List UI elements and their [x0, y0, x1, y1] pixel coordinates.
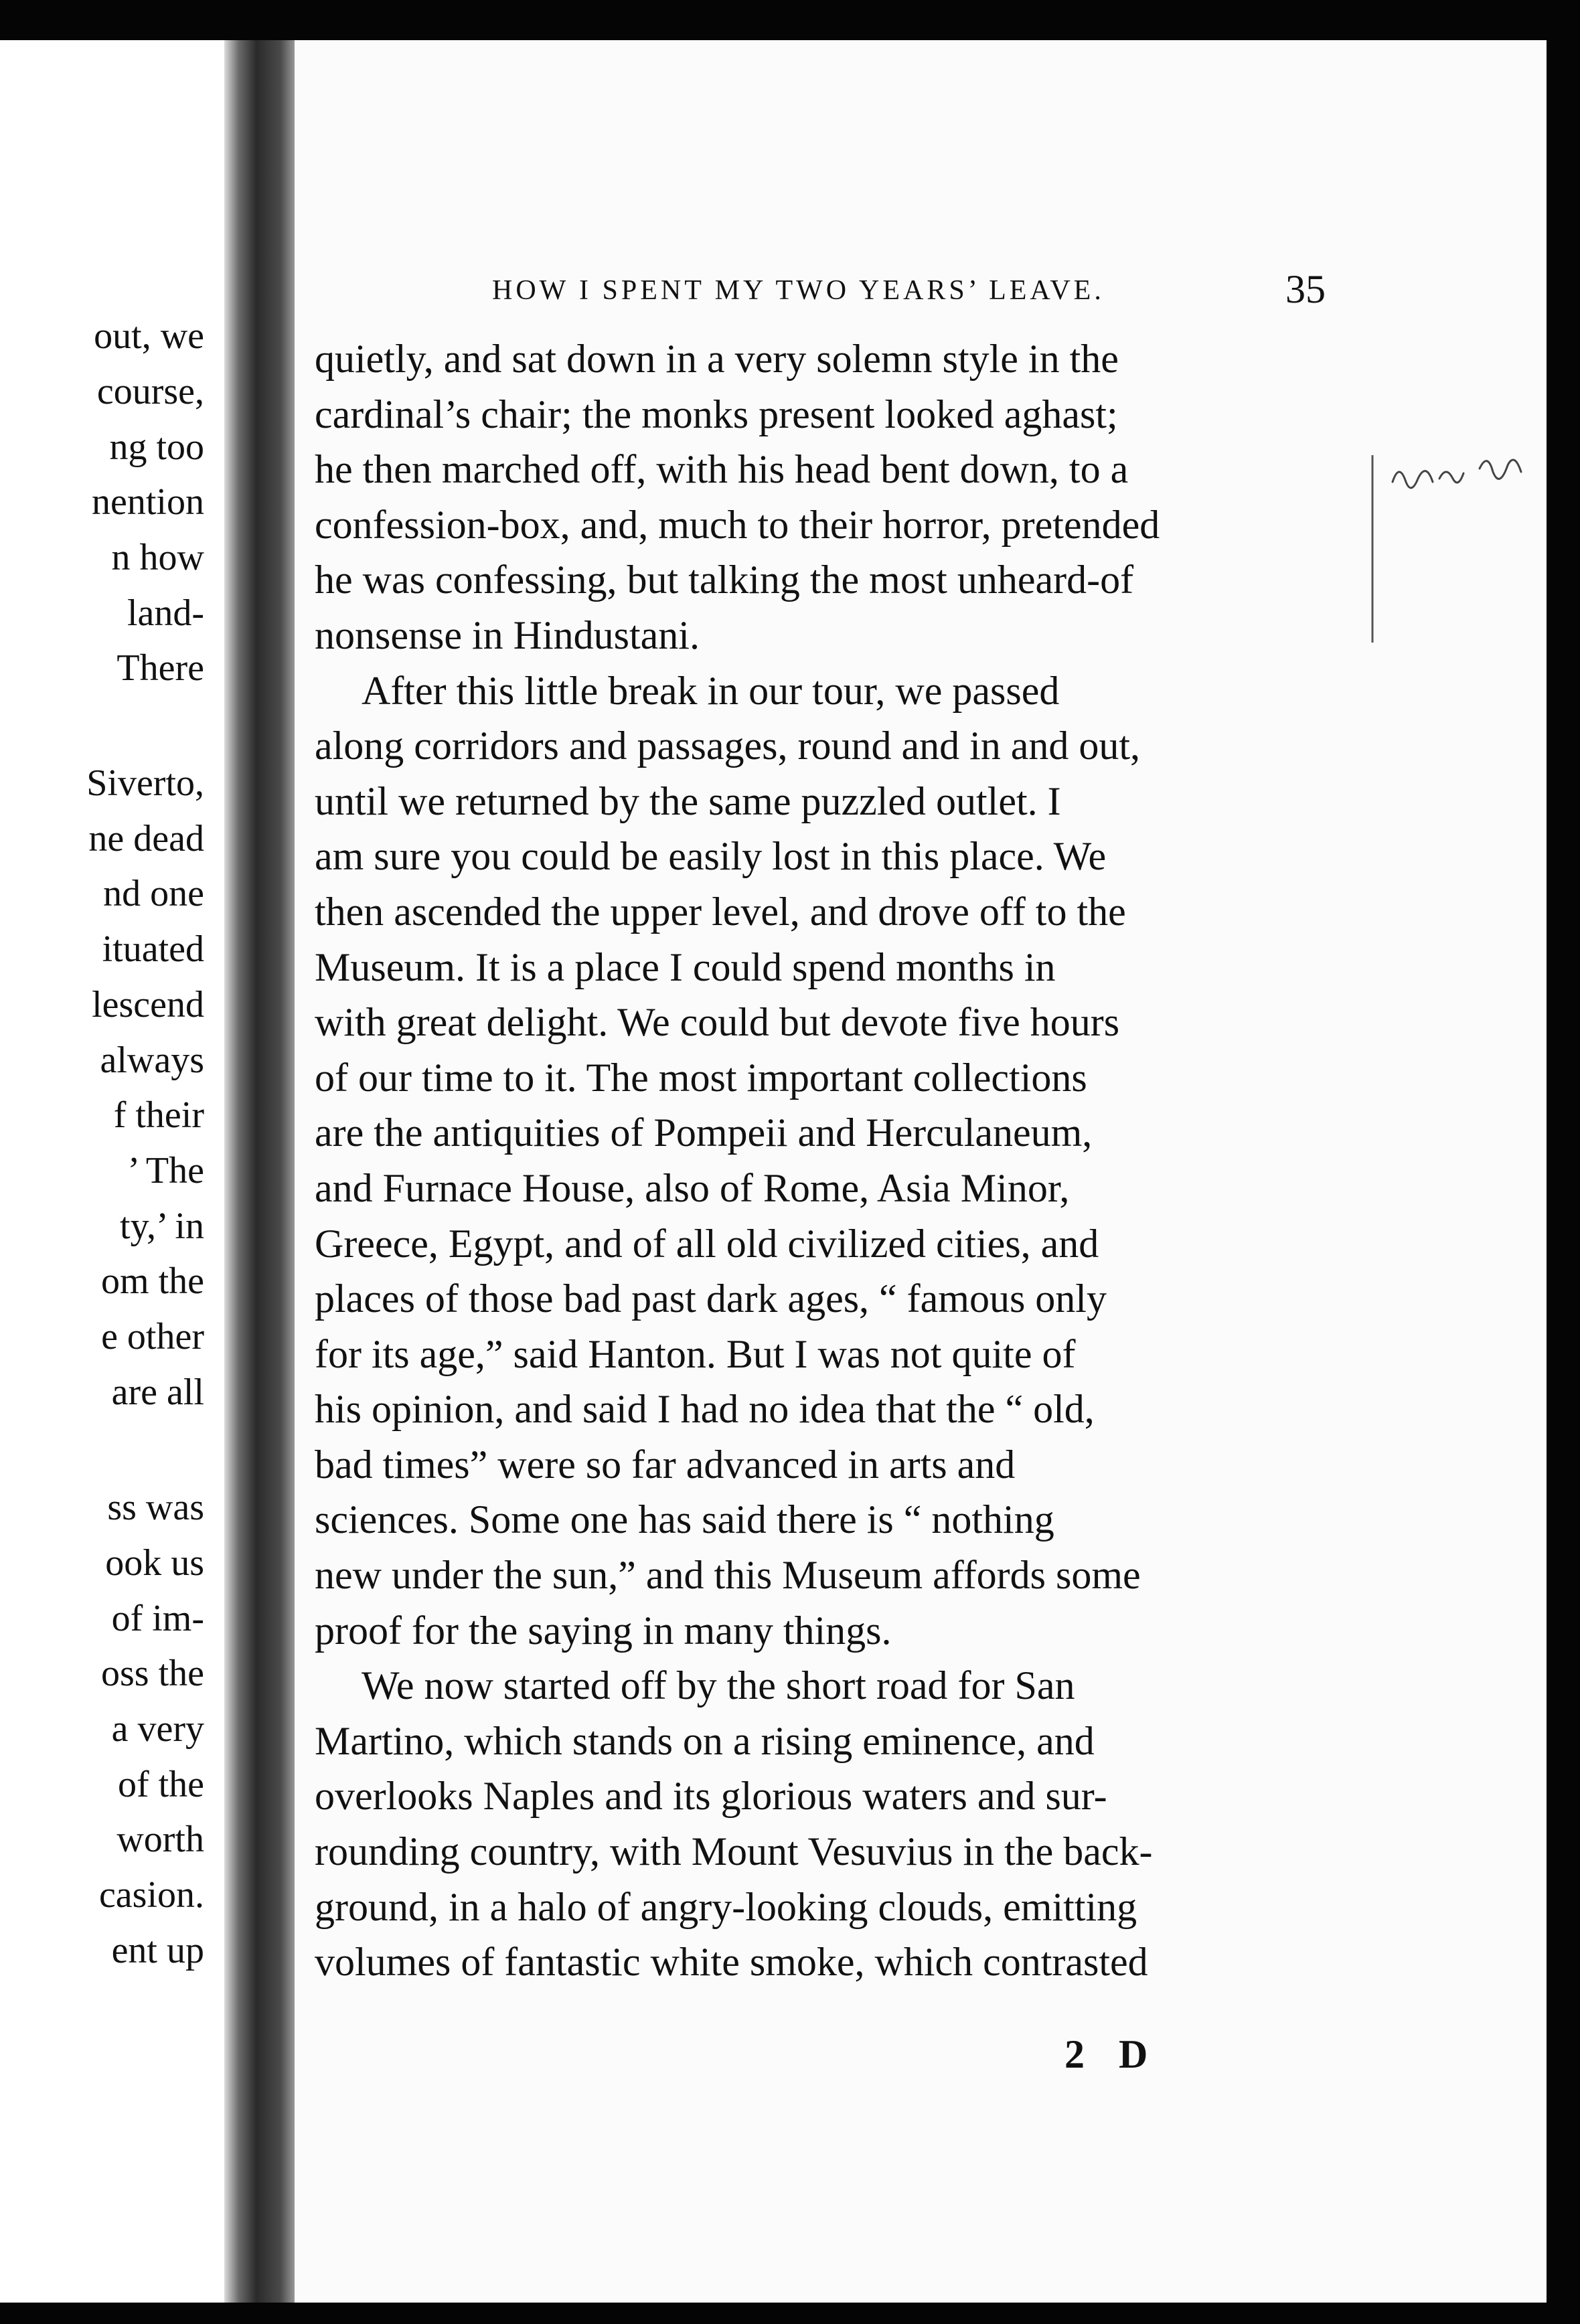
text-line: nonsense in Hindustani.: [315, 612, 700, 657]
text-line: he was confessing, but talking the most unheard-of: [315, 558, 1134, 602]
text-line: confession-box, and, much to their horror, pretended: [315, 502, 1160, 547]
left-page-fragment: land-: [127, 592, 204, 634]
text-line: Museum. It is a place I could spend months in: [315, 944, 1056, 989]
left-page-fragment: lescend: [92, 984, 204, 1025]
text-line: overlooks Naples and its glorious waters and sur-: [315, 1774, 1107, 1819]
left-page-fragment: are all: [111, 1372, 204, 1413]
left-page-fragment: ituated: [102, 928, 204, 970]
page-header: [492, 266, 1326, 313]
text-line: ground, in a halo of angry-looking clouds, emitting: [315, 1884, 1137, 1929]
left-page-fragment: course,: [96, 371, 204, 412]
text-line: his opinion, and said I had no idea that the “ old,: [315, 1387, 1095, 1432]
left-page-fragment: of im-: [111, 1598, 204, 1639]
left-page-fragment: e other: [101, 1316, 204, 1357]
text-line: rounding country, with Mount Vesuvius in the back-: [315, 1829, 1153, 1874]
text-line: then ascended the upper level, and drove off to the: [315, 889, 1126, 934]
page-number: 35: [1285, 267, 1326, 311]
text-line: bad times” were so far advanced in arts and: [315, 1442, 1016, 1487]
left-page-fragment: ng too: [109, 426, 204, 468]
left-page-fragment: ss was: [107, 1487, 204, 1528]
left-page-fragment: nd one: [103, 873, 204, 914]
left-page-fragment: ’ The: [127, 1150, 204, 1191]
text-line: along corridors and passages, round and in and out,: [315, 724, 1141, 768]
scan-border-top: [0, 0, 1580, 46]
text-line: quietly, and sat down in a very solemn style in the: [315, 337, 1119, 381]
text-line: volumes of fantastic white smoke, which contrasted: [315, 1940, 1148, 1985]
left-page-fragment: Siverto,: [86, 762, 204, 804]
text-line: Martino, which stands on a rising eminence, and: [315, 1718, 1095, 1763]
left-page: [0, 40, 231, 2303]
left-page-fragment: om the: [101, 1260, 204, 1302]
text-line: Greece, Egypt, and of all old civilized cities, and: [315, 1221, 1099, 1266]
text-line: places of those bad past dark ages, “ famous only: [315, 1276, 1107, 1321]
left-page-fragment: ent up: [111, 1930, 204, 1971]
text-line: and Furnace House, also of Rome, Asia Minor,: [315, 1165, 1070, 1210]
left-page-fragment: casion.: [98, 1874, 204, 1916]
running-head: HOW I SPENT MY TWO YEARS’ LEAVE.: [492, 275, 1105, 306]
text-line: proof for the saying in many things.: [315, 1608, 892, 1653]
text-line: are the antiquities of Pompeii and Herculaneum,: [315, 1110, 1093, 1155]
text-line: am sure you could be easily lost in this place. We: [315, 834, 1107, 879]
text-line: he then marched off, with his head bent down, to a: [315, 447, 1129, 492]
left-page-fragment: of the: [117, 1764, 204, 1805]
paragraph-first-line: After this little break in our tour, we passed: [362, 668, 1060, 713]
left-page-fragment: ook us: [105, 1542, 204, 1584]
signature-mark: 2 D: [1064, 2032, 1160, 2076]
left-page-fragment: a very: [111, 1708, 204, 1750]
scan-border-right: [1547, 0, 1580, 2324]
left-page-fragment: nention: [92, 481, 204, 523]
text-line: cardinal’s chair; the monks present looked aghast;: [315, 392, 1118, 436]
text-line: until we returned by the same puzzled outlet. I: [315, 778, 1061, 823]
left-page-fragment: ty,’ in: [120, 1206, 204, 1247]
left-page-fragment: ne dead: [88, 818, 204, 859]
handwritten-margin-note: [1366, 442, 1547, 643]
body-text: [315, 331, 1326, 1990]
left-page-fragment: oss the: [101, 1653, 204, 1694]
text-line: of our time to it. The most important collections: [315, 1055, 1087, 1100]
paragraph-first-line: We now started off by the short road for San: [362, 1663, 1075, 1708]
left-page-fragment: always: [100, 1040, 204, 1081]
left-page-fragment: f their: [113, 1094, 204, 1136]
text-line: with great delight. We could but devote five hours: [315, 1000, 1120, 1045]
left-page-fragment: There: [116, 647, 204, 689]
book-gutter-shadow: [224, 40, 305, 2303]
scan-border-bottom: [0, 2303, 1580, 2324]
text-line: for its age,” said Hanton. But I was not quite of: [315, 1331, 1076, 1376]
left-page-fragment: worth: [116, 1819, 204, 1860]
text-line: sciences. Some one has said there is “ nothing: [315, 1497, 1054, 1542]
text-line: new under the sun,” and this Museum affords some: [315, 1553, 1141, 1598]
left-page-fragment: out, we: [94, 315, 204, 357]
left-page-fragment: n how: [111, 537, 204, 578]
